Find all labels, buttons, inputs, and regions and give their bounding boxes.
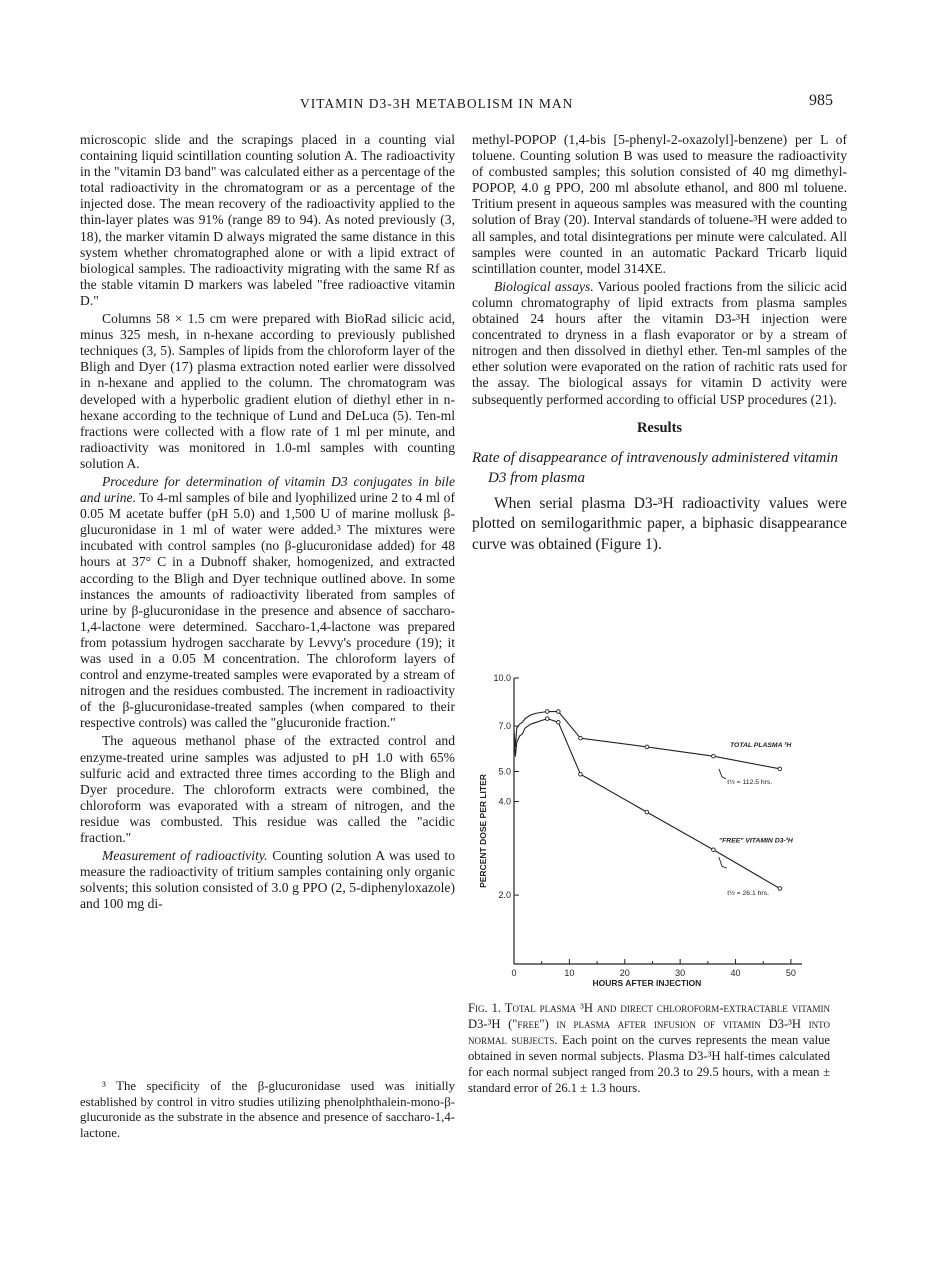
figure-caption (468, 1000, 830, 1096)
paragraph (80, 474, 455, 732)
run-in-heading: Procedure for determination of vitamin D3 conjugates in bile and urine. (80, 473, 455, 506)
paragraph (80, 848, 455, 912)
results-heading: Results (636, 419, 683, 436)
data-point (579, 736, 583, 740)
paragraph: methyl-POPOP (1,4-bis [5-phenyl-2-oxazolyl]-benzene) per L of toluene. Counting solution B was used to measure the radioactivity of combusted samples; this solution consisted of 40 mg dimethyl-POPOP, 4.0 g PPO, 200 ml absolute ethanol, and 800 ml toluene. Tritium present in aqueous samples was measured with the counting solution of Bray (20). Interval standards of toluene-³H were added to all samples, and total disintegrations per minute were calculated. All samples were counted in an automatic Packard Tricarb liquid scintillation counter, model 314XE. (472, 132, 847, 276)
data-point (557, 721, 561, 725)
annotation-free-halftime: t½ = 26.1 hrs. (727, 890, 769, 898)
paragraph: Columns 58 × 1.5 cm were prepared with BioRad silicic acid, minus 325 mesh, in n-hexane according to previously published techniques (3, 5). Samples of lipids from the chloroform layer of the Bligh and Dyer (17) plasma extraction noted earlier were dissolved in n-hexane and applied to the column. The chromatogram was developed with a hyperbolic gradient elution of diethyl ether in n-hexane according to the technique of Lund and DeLuca (5). Ten-ml fractions were collected with a flow rate of 1 ml per minute, and radioactivity was monitored in 1.0-ml samples with counting solution A. (80, 311, 455, 471)
paragraph-text: Various pooled fractions from the silicic acid column chromatography of lipid extracts from plasma samples obtained 24 hours after the vitamin D3-³H injection were concentrated to dryness in a flash evaporator or by a stream of nitrogen and then dissolved in diethyl ether. Ten-ml samples of the ether solution were evaporated on the ration of rachitic rats used for the assay. The biological assays for vitamin D activity were subsequently performed according to official USP procedures (21). (472, 278, 847, 407)
right-column (472, 132, 847, 557)
data-point (557, 710, 561, 714)
run-in-heading: Measurement of radioactivity. (102, 848, 268, 864)
data-point (545, 717, 549, 721)
paragraph (472, 279, 847, 408)
paragraph: The aqueous methanol phase of the extracted control and enzyme-treated urine samples was adjusted to pH 1.0 with 65% sulfuric acid and extracted three times according to the Bligh and Dyer procedure. The chloroform extracts were combined, the chloroform was evaporated with a stream of nitrogen, and the residue was combusted. This residue was called the "acidic fraction." (80, 733, 455, 846)
paragraph-text: To 4-ml samples of bile and lyophilized urine 2 to 4 ml of 0.05 M acetate buffer (pH 5.0) and 1,500 U of marine mollusk β-glucuronidase in 1 ml of water were added.³ The mixtures were incubated with control samples (no β-glucuronidase added) for 48 hours at 37° C in a Dubnoff shaker, homogenized, and extracted according to the Bligh and Dyer technique outlined above. In some instances the amounts of radioactivity liberated from samples of urine by β-glucuronidase in the presence and absence of saccharo-1,4-lactone were determined. Saccharo-1,4-lactone was prepared from potassium hydrogen saccharate by Levvy's procedure (19); it was used in a 0.05 M concentration. The chloroform layers of control and enzyme-treated samples were evaporated by a stream of nitrogen and the residues combusted. The increment in radioactivity of the β-glucuronidase-treated samples (when compared to their respective controls) was called the "glucuronide fraction." (80, 490, 455, 731)
chart-series (514, 710, 782, 891)
series-line (514, 712, 780, 769)
x-tick-label: 20 (619, 968, 630, 978)
run-in-heading: Biological assays. (494, 278, 594, 294)
annotation-free-vitamin: "FREE" VITAMIN D3-³H (718, 837, 793, 845)
paragraph: When serial plasma D3-³H radioactivity values were plotted on semilogarithmic paper, a biphasic disappearance curve was obtained (Figure 1). (472, 494, 847, 553)
x-tick-label: 30 (675, 968, 686, 978)
caption-text: Each point on the curves represents the mean value obtained in seven normal subjects. Plasma D3-³H half-times calculated for each normal subject ranged from 20.3 to 29.5 hours, with a mean ± standard error of 26.1 ± 1.3 hours. (468, 1033, 830, 1095)
chart-annotations (719, 742, 794, 897)
data-point (778, 767, 782, 771)
left-column (80, 132, 455, 915)
paragraph-text: Counting solution A was used to measure the radioactivity of tritium samples containing only organic solvents; this solution consisted of 3.0 g PPO (2, 5-diphenyloxazole) and 100 mg di- (80, 848, 455, 912)
page-header (0, 92, 936, 120)
footnote (80, 1079, 455, 1141)
x-tick-label: 10 (564, 968, 575, 978)
x-tick-label: 0 (511, 968, 517, 978)
data-point (778, 887, 782, 891)
y-tick-label: 4.0 (498, 796, 511, 807)
x-tick-label: 40 (730, 968, 741, 978)
annotation-arrow (719, 769, 726, 779)
y-tick-label: 7.0 (498, 721, 511, 732)
paragraph: microscopic slide and the scrapings placed in a counting vial containing liquid scintillation counting solution A. The radioactivity in the "vitamin D3 band" was calculated either as a percentage of the total radioactivity in the chromatogram or as a percentage of the injected dose. The mean recovery of the radioactivity applied to the thin-layer plates was 91% (range 89 to 94). As noted previously (3, 18), the marker vitamin D always migrated the same distance in this system whether chromatographed alone or with a lipid extract of biological samples. The radioactivity migrating with the same Rf as the stable vitamin D markers was labeled "free radioactive vitamin D." (80, 132, 455, 308)
data-point (645, 810, 649, 814)
chart-axes (478, 673, 802, 988)
y-tick-label: 10.0 (493, 673, 511, 683)
figure-1 (472, 668, 847, 998)
data-point (579, 772, 583, 776)
running-head: VITAMIN D3-3H METABOLISM IN MAN (300, 96, 574, 111)
annotation-total-plasma: TOTAL PLASMA ³H (730, 741, 792, 749)
y-tick-label: 2.0 (498, 890, 511, 901)
footnote-text: ³ The specificity of the β-glucuronidase used was initially established by control in vitro studies utilizing phenolphthalein-mono-β-glucuronide as the substrate in the absence and presence of saccharo-1,4-lactone. (80, 1079, 455, 1140)
data-point (545, 710, 549, 714)
page-number: 985 (809, 92, 833, 109)
data-point (645, 745, 649, 749)
x-tick-label: 50 (785, 968, 796, 978)
caption-lead: Fig. 1. Total plasma ³H and direct chloroform-extractable vitamin D3-³H ("free") in plasma after infusion of vitamin D3-³H into normal subjects. (468, 1001, 830, 1047)
annotation-total-halftime: t½ = 112.5 hrs. (727, 779, 773, 787)
section-subheading: Rate of disappearance of intravenously administered vitamin D3 from plasma (472, 449, 839, 486)
data-point (712, 848, 716, 852)
chart-svg (472, 668, 847, 998)
series-total-plasma (514, 710, 782, 771)
x-axis-label: HOURS AFTER INJECTION (592, 978, 702, 988)
data-point (712, 754, 716, 758)
annotation-arrow (719, 857, 727, 868)
y-axis-label: PERCENT DOSE PER LITER (478, 774, 488, 888)
y-tick-label: 5.0 (498, 766, 511, 777)
